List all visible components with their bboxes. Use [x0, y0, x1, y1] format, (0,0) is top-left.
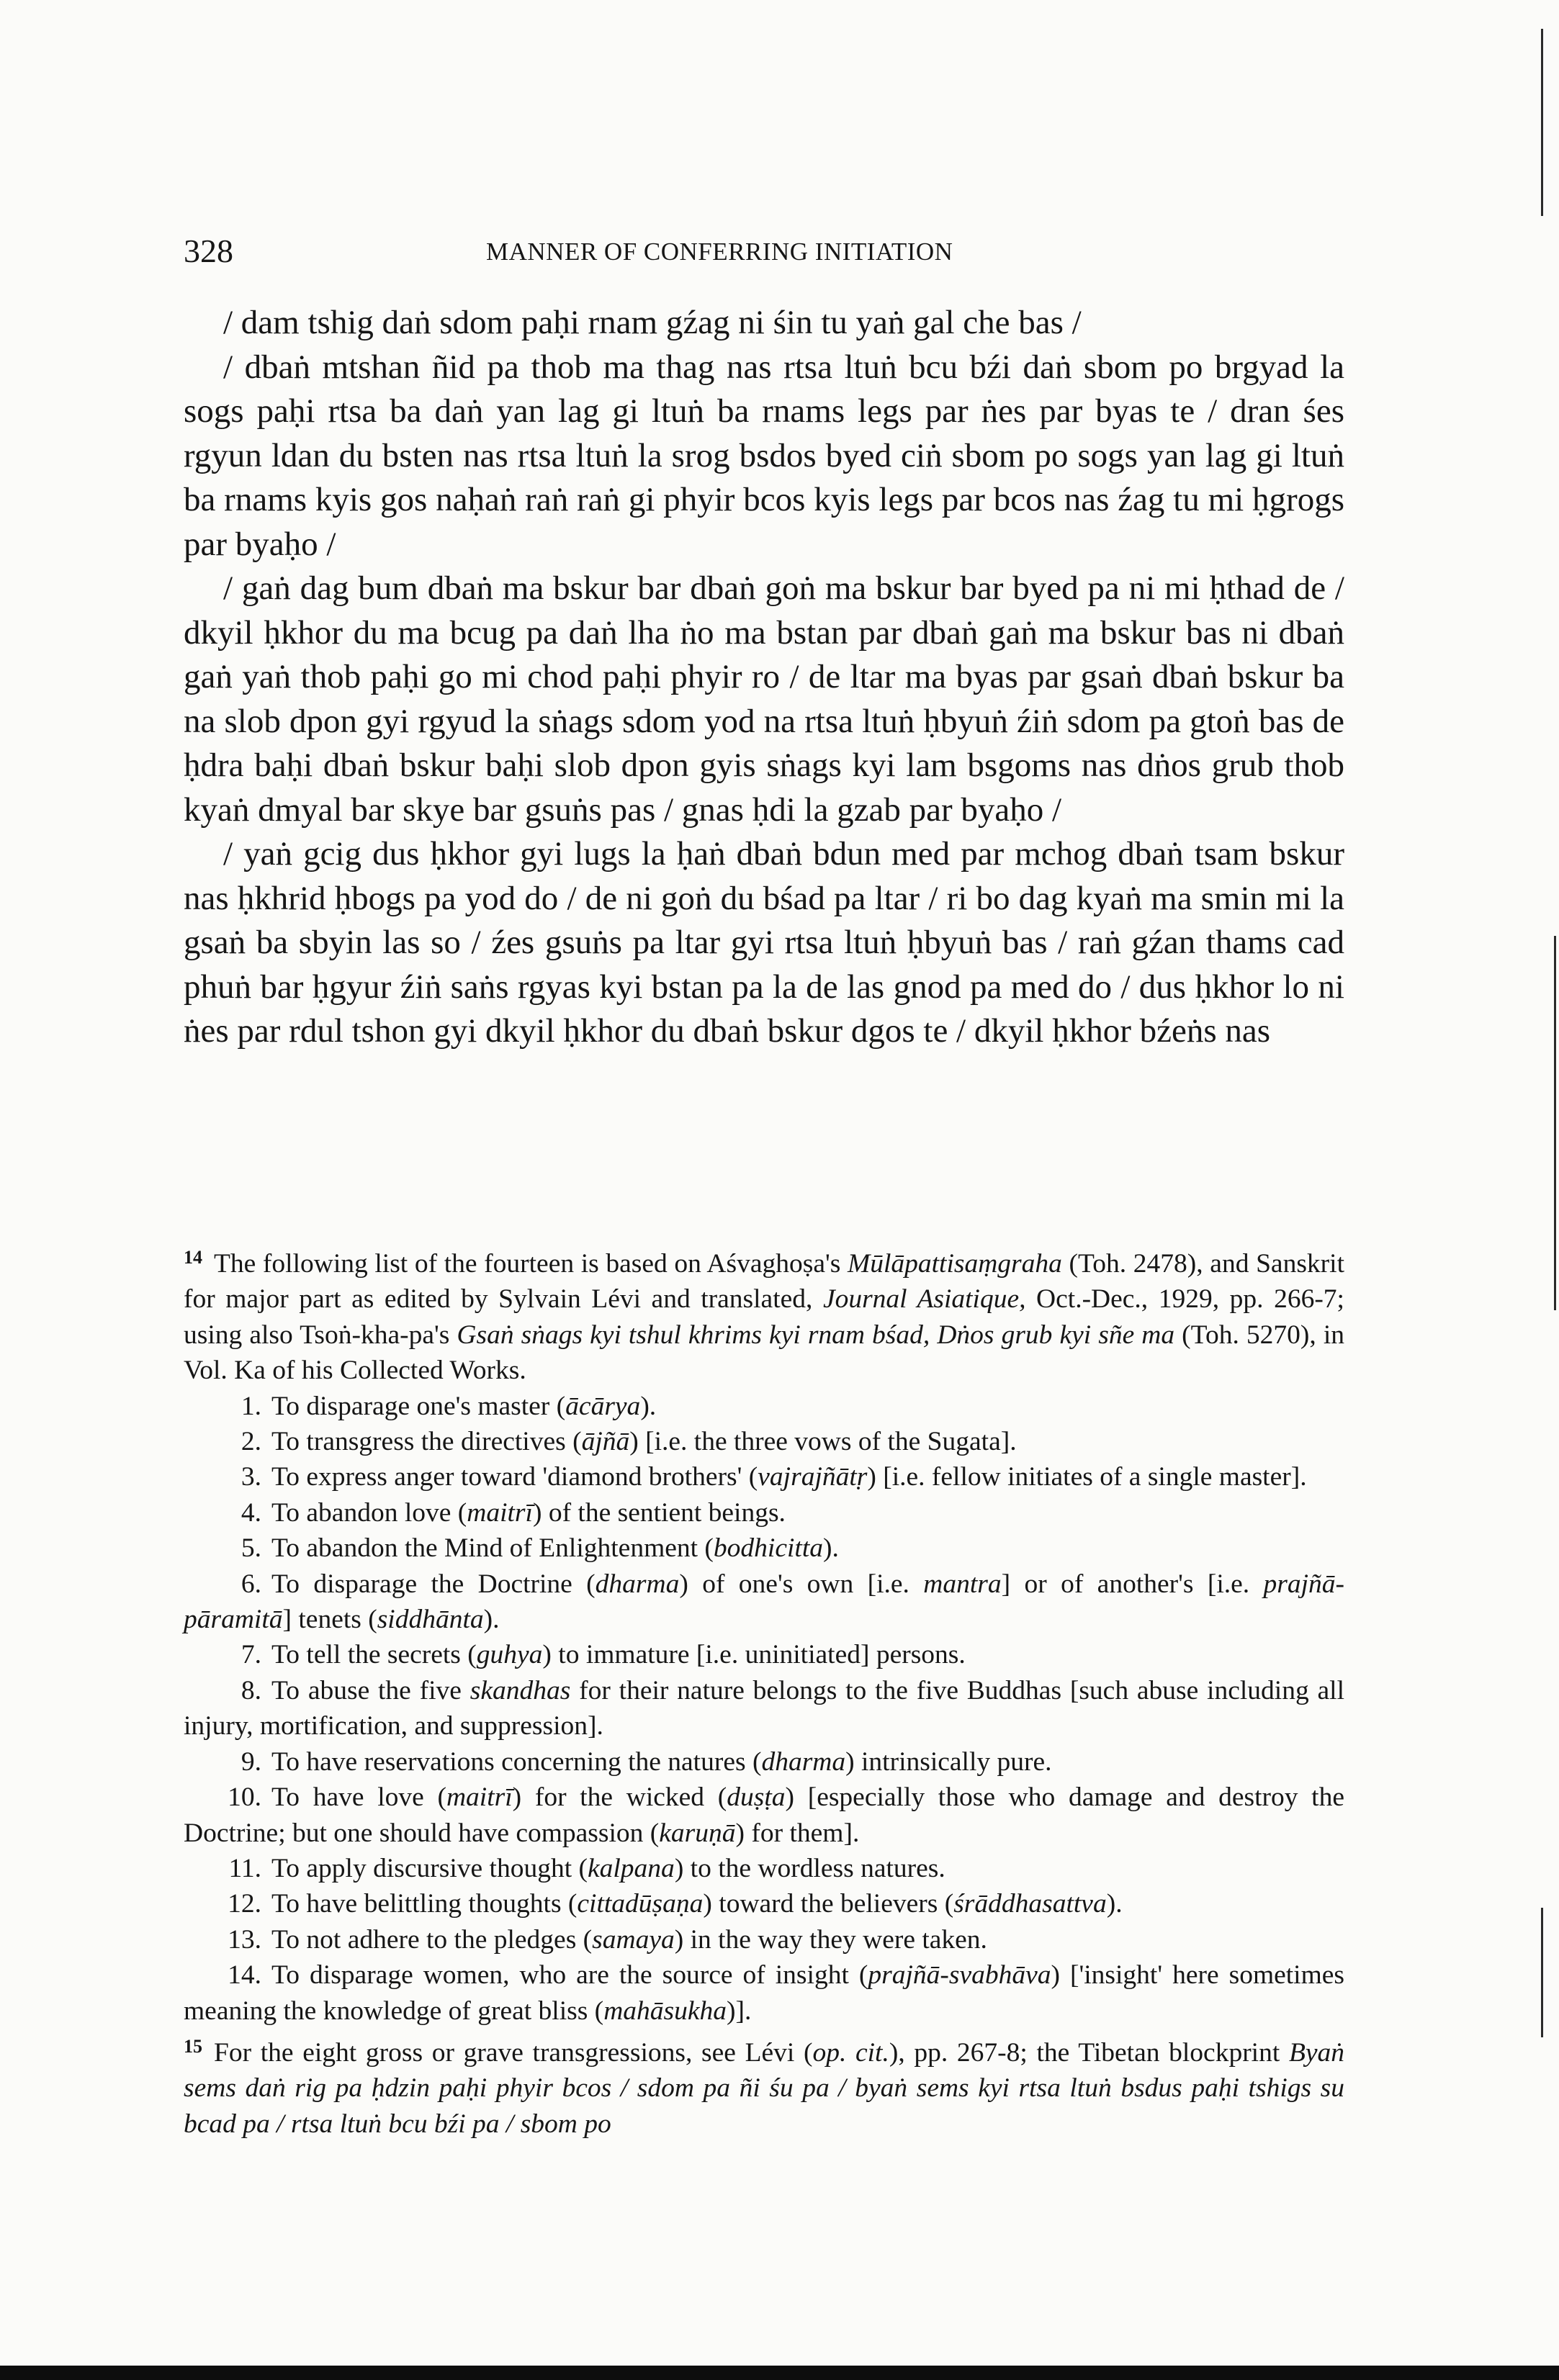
list-item-fragment: ) ['insight' here sometimes meaning the knowledge of great bliss ( [184, 1960, 1345, 2026]
sanskrit-term: skandhas [470, 1675, 571, 1705]
list-item-fragment: To express anger toward 'diamond brothers' ( [271, 1462, 758, 1492]
sanskrit-term: ājñā [581, 1427, 630, 1457]
list-item-fragment: To have love ( [271, 1782, 446, 1813]
footnote-marker: 14 [184, 1247, 202, 1268]
sanskrit-term: karuṇā [659, 1818, 736, 1848]
sanskrit-term: maitrī [467, 1497, 533, 1528]
list-item-fragment: To apply discursive thought ( [271, 1853, 588, 1883]
scan-edge-mark [1541, 29, 1543, 216]
list-item [184, 1886, 1344, 1921]
list-item [184, 1495, 1344, 1531]
page-header [184, 232, 1357, 275]
footnote-text: The following list of the fourteen is based on Aśvaghoṣa's [214, 1249, 848, 1279]
list-item-text [271, 1533, 839, 1563]
list-item-number: 5. [241, 1533, 261, 1564]
list-item-fragment: ) for them]. [735, 1818, 860, 1848]
sanskrit-term: maitrī [446, 1782, 513, 1813]
sanskrit-term: kalpana [587, 1853, 675, 1883]
footnote-text: (Toh. 5270), in Vol. Ka of his Collected Works. [184, 1320, 1344, 1386]
list-item-fragment: ) of one's own [i.e. [679, 1569, 924, 1599]
list-item-number: 2. [241, 1427, 261, 1457]
list-item-text [271, 1640, 966, 1669]
list-item-text [271, 1854, 945, 1883]
sanskrit-term: bodhicitta [713, 1533, 823, 1564]
footnote-title: Journal Asiatique, [822, 1284, 1026, 1315]
footnote-title: Byaṅ sems daṅ rig pa ḥdzin paḥi phyir bcos / sdom pa ñi śu pa / byaṅ sems kyi rtsa ltuṅ bsdus paḥi tshigs su bcad pa / rtsa ltuṅ bcu bźi pa / sbom po [184, 2037, 1344, 2139]
running-head: MANNER OF CONFERRING INITIATION [486, 238, 953, 266]
sanskrit-term: mahāsukha [603, 1996, 727, 2026]
list-item [184, 1744, 1344, 1780]
footnote-title: Mūlāpattisaṃgraha [847, 1249, 1062, 1279]
list-item-fragment: To have belittling thoughts ( [271, 1889, 578, 1919]
list-item [184, 1424, 1344, 1459]
list-item-fragment: To disparage women, who are the source of insight ( [271, 1960, 868, 1991]
list-item-fragment: ) [i.e. the three vows of the Sugata]. [629, 1427, 1017, 1457]
list-item-fragment: ) intrinsically pure. [845, 1746, 1052, 1777]
footnote-text: ), pp. 267-8; the Tibetan blockprint [889, 2037, 1289, 2068]
main-paragraph: / gaṅ dag bum dbaṅ ma bskur bar dbaṅ goṅ ma bskur bar byed pa ni mi ḥthad de / dkyil ḥkhor du ma bcug pa daṅ lha ṅo ma bstan par dbaṅ gaṅ ma bskur bas ni dbaṅ gaṅ yaṅ thob paḥi go mi chod paḥi phyir ro / de ltar ma byas par gsaṅ dbaṅ bskur ba na slob dpon gyi rgyud la sṅags sdom yod na rtsa ltuṅ ḥbyuṅ źiṅ sdom pa gtoṅ bas de ḥdra baḥi dbaṅ bskur baḥi slob dpon gyis sṅags kyi lam bsgoms nas dṅos grub thob kyaṅ dmyal bar skye bar gsuṅs pas / gnas ḥdi la gzab par byaḥo / [184, 569, 1344, 829]
list-item-text [271, 1392, 656, 1421]
main-text [184, 301, 1344, 1054]
list-item [184, 1673, 1344, 1744]
list-item-fragment: To abuse the five [271, 1675, 470, 1705]
list-item-number: 11. [228, 1853, 261, 1883]
list-item-number: 4. [241, 1497, 261, 1528]
list-item [184, 1531, 1344, 1566]
list-item-fragment: for their nature belongs to the five Buddhas [such abuse including all injury, mortification, and suppression]. [184, 1675, 1344, 1741]
list-item-number: 12. [228, 1889, 261, 1919]
footnote-text: Oct.-Dec., 1929, pp. 266-7; using also Tsoṅ-kha-pa's [184, 1284, 1344, 1350]
list-item-fragment: ) to the wordless natures. [674, 1853, 945, 1883]
footnote-title: Gsaṅ sṅags kyi tshul khrims kyi rnam bśad, Dṅos grub kyi sñe ma [457, 1320, 1175, 1350]
list-item-number: 6. [241, 1569, 261, 1599]
footnote-text: (Toh. 2478), and Sanskrit for major part as edited by Sylvain Lévi and translated, [184, 1249, 1344, 1315]
sanskrit-term: prajñā-svabhāva [868, 1960, 1051, 1991]
sanskrit-term: mantra [923, 1569, 1002, 1599]
scan-edge-mark [1541, 1908, 1543, 2037]
footnote-text: For the eight gross or grave transgressions, see Lévi ( [214, 2037, 813, 2068]
sanskrit-term: cittadūṣaṇa [577, 1889, 704, 1919]
footnote-15 [184, 2029, 1344, 2142]
sanskrit-term: śrāddhasattva [953, 1889, 1107, 1919]
list-item [184, 1459, 1344, 1495]
footnotes [184, 1240, 1344, 2142]
footnote-marker: 15 [184, 2035, 202, 2057]
list-item-text [184, 1782, 1344, 1847]
sanskrit-term: samaya [592, 1924, 675, 1955]
list-item-fragment: To not adhere to the pledges ( [271, 1924, 593, 1955]
list-item-fragment: To disparage one's master ( [271, 1391, 566, 1421]
list-item-text [271, 1747, 1052, 1777]
list-item-text [184, 1569, 1344, 1634]
list-item-fragment: ] or of another's [i.e. [1001, 1569, 1264, 1599]
list-item-fragment: ] tenets ( [282, 1605, 377, 1635]
list-item-fragment: To tell the secrets ( [271, 1640, 477, 1670]
list-item-fragment: ) to immature [i.e. uninitiated] persons. [542, 1640, 966, 1670]
list-item-text [184, 1960, 1344, 2025]
sanskrit-term: prajñā-pāramitā [184, 1569, 1344, 1635]
sanskrit-term: duṣṭa [727, 1782, 786, 1813]
list-item-text [271, 1498, 786, 1528]
list-item [184, 1957, 1344, 2029]
list-item-fragment: ). [640, 1391, 657, 1421]
main-paragraph: / dam tshig daṅ sdom paḥi rnam gźag ni śin tu yaṅ gal che bas / [223, 304, 1082, 341]
footnote-14 [184, 1240, 1344, 1389]
sanskrit-term: ācārya [565, 1391, 641, 1421]
list-item-fragment: ) in the way they were taken. [674, 1924, 987, 1955]
list-item-fragment: ). [823, 1533, 839, 1564]
list-item-fragment: ) [especially those who damage and destroy the Doctrine; but one should have compassion ( [184, 1782, 1344, 1848]
sanskrit-term: siddhānta [377, 1605, 484, 1635]
list-item-text [184, 1676, 1344, 1741]
list-item [184, 1922, 1344, 1957]
list-item-number: 3. [241, 1462, 261, 1492]
list-item [184, 1637, 1344, 1672]
list-item-fragment: To abandon love ( [271, 1497, 467, 1528]
list-item-text [271, 1889, 1123, 1919]
list-item-number: 1. [241, 1391, 261, 1421]
scan-edge-mark [1554, 936, 1556, 1310]
list-item [184, 1567, 1344, 1638]
list-item-fragment: )]. [727, 1996, 752, 2026]
footnote-citation: op. cit. [812, 2037, 889, 2068]
scan-bottom-edge [0, 2366, 1559, 2380]
sanskrit-term: dharma [761, 1746, 846, 1777]
transgression-list [184, 1389, 1344, 2029]
list-item-text [271, 1925, 987, 1955]
list-item-text [271, 1427, 1017, 1456]
list-item-number: 8. [241, 1675, 261, 1705]
main-paragraph: / dbaṅ mtshan ñid pa thob ma thag nas rtsa ltuṅ bcu bźi daṅ sbom po brgyad la sogs paḥi rtsa ba daṅ yan lag gi ltuṅ ba rnams legs par ṅes par byas te / dran śes rgyun ldan du bsten nas rtsa ltuṅ la srog bsdos byed ciṅ sbom po sogs yan lag gi ltuṅ ba rnams kyis gos naḥaṅ raṅ raṅ gi phyir bcos kyis legs par bcos nas źag tu mi ḥgrogs par byaḥo / [184, 348, 1344, 563]
list-item-fragment: ) for the wicked ( [512, 1782, 727, 1813]
main-paragraph: / yaṅ gcig dus ḥkhor gyi lugs la ḥaṅ dbaṅ bdun med par mchog dbaṅ tsam bskur nas ḥkhrid ḥbogs pa yod do / de ni goṅ du bśad pa ltar / ri bo dag kyaṅ ma smin mi la gsaṅ ba sbyin las so / źes gsuṅs pa ltar gyi rtsa ltuṅ ḥbyuṅ bas / raṅ gźan thams cad phuṅ bar ḥgyur źiṅ saṅs rgyas kyi bstan pa la de las gnod pa med do / dus ḥkhor lo ni ṅes par rdul tshon gyi dkyil ḥkhor du dbaṅ bskur dgos te / dkyil ḥkhor bźeṅs nas [184, 835, 1344, 1050]
list-item-text [271, 1462, 1307, 1492]
list-item-number: 10. [228, 1782, 261, 1813]
list-item-fragment: To abandon the Mind of Enlightenment ( [271, 1533, 714, 1564]
list-item-fragment: To disparage the Doctrine ( [271, 1569, 596, 1599]
list-item-fragment: ) of the sentient beings. [532, 1497, 786, 1528]
list-item-fragment: ). [1106, 1889, 1123, 1919]
sanskrit-term: vajrajñātṛ [758, 1462, 868, 1492]
list-item-fragment: To transgress the directives ( [271, 1427, 582, 1457]
list-item-fragment: To have reservations concerning the natures ( [271, 1746, 762, 1777]
list-item [184, 1389, 1344, 1424]
list-item-fragment: ). [483, 1605, 500, 1635]
page-number: 328 [184, 233, 233, 269]
list-item-number: 9. [241, 1746, 261, 1777]
list-item [184, 1851, 1344, 1886]
list-item-number: 7. [241, 1640, 261, 1670]
sanskrit-term: dharma [595, 1569, 680, 1599]
list-item-number: 14. [228, 1960, 261, 1991]
sanskrit-term: guhya [476, 1640, 543, 1670]
list-item-number: 13. [228, 1924, 261, 1955]
list-item [184, 1780, 1344, 1851]
list-item-fragment: ) [i.e. fellow initiates of a single master]. [867, 1462, 1307, 1492]
list-item-fragment: ) toward the believers ( [703, 1889, 954, 1919]
